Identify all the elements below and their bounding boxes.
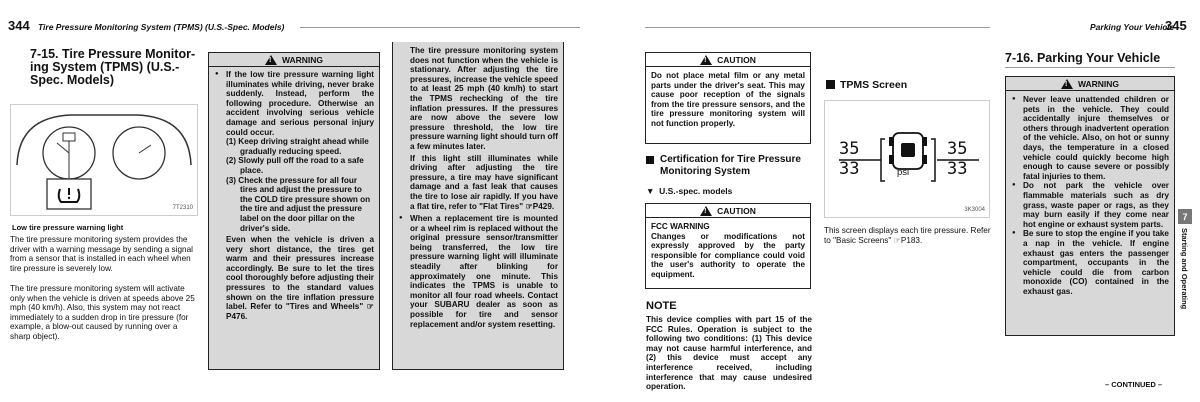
replacement-tire-bullet: ● When a replacement tire is mounted or a wheel rim is replaced without the original pressure sensor/transmitter being transferred, the low tire pressure warning light will illuminate steadily after blinking for approximately one minute. This indicates the TPMS is unable to monitor all four road wheels. Contact your SUBARU dealer as soon as possible for tire and sensor replacement and/or system resetting.	[399, 214, 558, 329]
tpms-screen-heading: TPMS Screen	[840, 79, 908, 91]
light-still-paragraph: If this light still illuminates while driving after adjusting the tire pressure, a tire may have significant damage and a fast leak that causes the tire to lose air rapidly. If you have a flat tire, refer to "Flat Tires" ☞P429.	[410, 153, 558, 211]
warning-box-continued	[392, 42, 564, 370]
warning-triangle-icon	[1061, 79, 1073, 89]
tpms-screen-caption: This screen displays each tire pressure. Refer to "Basic Screens" ☞P183.	[824, 226, 991, 245]
caution-header	[646, 204, 810, 218]
warning-bullet: ● If the low tire pressure warning light illuminates while driving, never brake suddenly. Instead, perform the following procedure. Otherwise an accident involving serious vehicle damage and serious personal injury could occur.	[215, 70, 374, 137]
continued-label: – CONTINUED –	[1105, 380, 1163, 389]
caution-triangle-icon	[700, 55, 712, 65]
front-right-pressure: 35	[947, 139, 968, 159]
car-top-view-icon	[825, 101, 991, 219]
tpms-screen-figure	[824, 100, 990, 218]
rear-left-pressure: 33	[839, 159, 860, 179]
screen-figure-code: 3K3004	[964, 207, 985, 213]
figure-code: 7T2310	[172, 205, 193, 211]
caution-header	[646, 53, 810, 67]
caution-metal-text: Do not place metal film or any metal parts under the driver's seat. This may cause poor reception of the signals from the tire pressure sensors, and the tire pressure monitoring system will not function properly.	[651, 71, 805, 128]
warning-header	[209, 53, 379, 67]
warning-box-left	[208, 52, 380, 370]
left-running-title: Tire Pressure Monitoring System (TPMS) (U.S.-Spec. Models)	[38, 22, 285, 32]
left-page-number: 344	[8, 18, 30, 33]
rear-right-pressure: 33	[947, 159, 968, 179]
caution-label: CAUTION	[717, 205, 756, 216]
square-bullet-icon	[646, 156, 654, 164]
right-page-number: 345	[1165, 18, 1187, 33]
right-running-title: Parking Your Vehicle	[1090, 22, 1175, 32]
certification-heading: Certification for Tire Pressure Monitoring System	[660, 154, 801, 177]
instrument-cluster-illustration	[11, 105, 197, 215]
parking-warning-bullet: ● Do not park the vehicle over flammable materials such as dry grass, waste paper or rags, as they may burn easily if they come near hot engine or exhaust system parts.	[1012, 181, 1169, 229]
step-3: (3) Check the pressure for all four tires and adjust the pressure to the COLD tire pressure shown on the tire and adjust the pressure label on the door pillar on the driver's side.	[226, 175, 371, 233]
chapter-name: Starting and Operating	[1180, 228, 1189, 310]
section-title-7-15: 7-15. Tire Pressure Monitor-ing System (TPMS) (U.S.-Spec. Models)	[30, 47, 196, 87]
warning-label: WARNING	[281, 54, 324, 65]
warning-triangle-icon	[265, 55, 277, 65]
caution-box-metal	[645, 52, 811, 144]
us-spec-label: ▼ U.S.-spec. models	[646, 186, 733, 196]
step-1: (1) Keep driving straight ahead while gradually reducing speed.	[226, 137, 369, 156]
section-rule	[1005, 67, 1175, 68]
right-header-rule	[645, 27, 990, 28]
pressure-unit: psi	[897, 167, 910, 178]
caution-triangle-icon	[700, 206, 712, 216]
fcc-warning-text: Changes or modifications not expressly approved by the party responsible for compliance could void the user's authority to operate the equipment.	[651, 231, 805, 279]
caution-box-fcc	[645, 203, 811, 289]
warning-header	[1006, 77, 1174, 91]
square-bullet-icon	[826, 80, 835, 89]
warning-label: WARNING	[1077, 78, 1120, 89]
note-text: This device complies with part 15 of the FCC Rules. Operation is subject to the following two conditions: (1) This device may not cause harmful interference, and (2) this device must accept any interference received, including interference that may cause undesired operation.	[646, 315, 812, 392]
front-left-pressure: 35	[839, 139, 860, 159]
section-title-7-16: 7-16. Parking Your Vehicle	[1005, 51, 1161, 65]
fcc-warning-title: FCC WARNING	[651, 222, 710, 231]
step-2: (2) Slowly pull off the road to a safe place.	[226, 156, 364, 175]
tpms-function-paragraph: The tire pressure monitoring system does not function when the vehicle is stationary. After adjusting the tire pressures, increase the vehicle speed to at least 25 mph (40 km/h) to start the TPMS rechecking of the tire inflation pressures. If the pressures are now above the severe low pressure threshold, the low tire pressure warning light should turn off a few minutes later.	[410, 46, 558, 151]
chapter-tab: 7	[1178, 209, 1192, 224]
figure-caption: Low tire pressure warning light	[12, 223, 124, 232]
note-heading: NOTE	[646, 300, 677, 312]
parking-warning-bullet: ● Be sure to stop the engine if you take a nap in the vehicle. If engine exhaust gas enters the passenger compartment, occupants in the vehicle could die from carbon monoxide (CO) contained in the exhaust gas.	[1012, 229, 1169, 296]
intro-paragraph-2: The tire pressure monitoring system will activate only when the vehicle is driven at speeds above 25 mph (40 km/h). Also, this system may not react immediately to a sudden drop in tire pressure (for example, a blow-out caused by running over a sharp object).	[10, 284, 195, 341]
warning-box-right	[1005, 76, 1175, 336]
parking-warning-bullet: ● Never leave unattended children or pets in the vehicle. They could accidentally injure themselves or others through inadvertent operation of the vehicle. Also, on hot or sunny days, the temperature in a closed vehicle could quickly become high enough to cause severe or possibly fatal injuries to them.	[1012, 95, 1169, 181]
intro-paragraph-1: The tire pressure monitoring system provides the driver with a warning message by sending a signal from a sensor that is installed in each wheel when tire pressure is severely low.	[10, 235, 193, 273]
warning-light-figure	[10, 104, 198, 216]
left-header-rule	[300, 27, 580, 28]
caution-label: CAUTION	[717, 54, 756, 65]
cold-tire-paragraph: Even when the vehicle is driven a very short distance, the tires get warm and their pressures increase accordingly. Be sure to let the tires cool thoroughly before adjusting their pressures to the standard values shown on the tire inflation pressure label. Refer to "Tires and Wheels" ☞P476.	[226, 235, 374, 321]
